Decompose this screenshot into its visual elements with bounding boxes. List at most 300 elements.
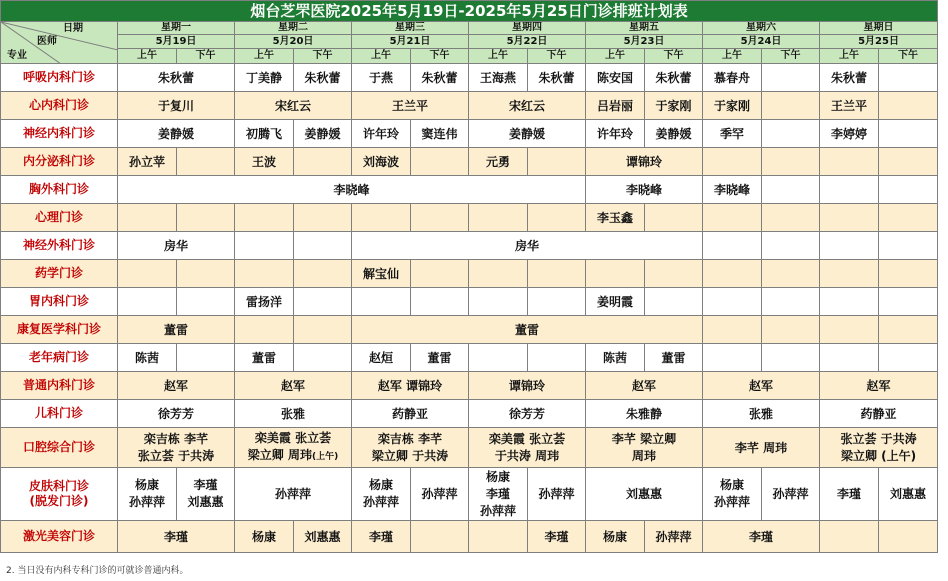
doctor-names: 李瑾 xyxy=(836,487,861,501)
doctor-names: 李瑾 xyxy=(544,529,569,544)
weekday-header: 星期一 xyxy=(118,22,235,35)
schedule-cell xyxy=(469,521,528,553)
doctor-names: 孙萍萍 xyxy=(128,495,165,509)
doctor-names: 孙萍萍 xyxy=(713,495,750,509)
schedule-row xyxy=(1,120,938,148)
schedule-cell xyxy=(294,232,352,260)
department-name: 心理门诊 xyxy=(34,210,83,224)
doctor-names: 朱秋蕾 xyxy=(157,70,194,85)
date-header: 5月25日 xyxy=(820,35,938,49)
doctor-names: 宋红云 xyxy=(508,98,545,113)
department-name: 神经内科门诊 xyxy=(22,126,95,140)
schedule-cell xyxy=(294,204,352,232)
schedule-cell xyxy=(879,232,938,260)
schedule-cell xyxy=(820,316,879,344)
doctor-names: 孙萍萍 xyxy=(655,529,692,544)
doctor-names: 杨康 xyxy=(485,469,510,484)
schedule-cell xyxy=(411,64,469,92)
schedule-row xyxy=(1,428,938,468)
schedule-cell xyxy=(352,372,469,400)
department-label xyxy=(1,232,118,260)
schedule-cell xyxy=(118,120,235,148)
department-name: 胃内科门诊 xyxy=(28,294,89,308)
doctor-names: 李玉鑫 xyxy=(596,210,633,225)
schedule-row xyxy=(1,232,938,260)
doctor-names: 赵军 xyxy=(631,378,656,393)
schedule-cell xyxy=(820,400,938,428)
schedule-cell xyxy=(352,204,411,232)
schedule-cell xyxy=(469,468,528,521)
footer-note: 2. 当日没有内科专科门诊的可就诊普通内科。 xyxy=(6,566,189,576)
doctor-names: 姜静媛 xyxy=(304,126,341,141)
schedule-cell xyxy=(177,260,235,288)
schedule-cell xyxy=(645,92,703,120)
pm-header: 下午 xyxy=(645,49,703,64)
schedule-cell xyxy=(352,232,703,260)
am-header: 上午 xyxy=(469,49,528,64)
department-name: 心内科门诊 xyxy=(28,98,89,112)
schedule-cell xyxy=(235,428,352,468)
schedule-cell xyxy=(820,120,879,148)
schedule-row xyxy=(1,316,938,344)
schedule-cell xyxy=(235,232,294,260)
doctor-names: 李瑾 xyxy=(163,529,188,544)
pm-header: 下午 xyxy=(294,49,352,64)
doctor-names: 赵军 xyxy=(748,378,773,393)
doctor-names: 孙萍萍 xyxy=(538,487,575,501)
department-name: 康复医学科门诊 xyxy=(16,322,101,336)
schedule-cell xyxy=(703,428,820,468)
schedule-cell xyxy=(645,64,703,92)
date-header: 5月23日 xyxy=(586,35,703,49)
department-label xyxy=(1,400,118,428)
schedule-cell xyxy=(118,92,235,120)
doctor-names: 刘海波 xyxy=(362,154,399,169)
schedule-cell xyxy=(762,232,820,260)
schedule-row xyxy=(1,372,938,400)
schedule-row xyxy=(1,400,938,428)
schedule-cell xyxy=(820,148,879,176)
schedule-row xyxy=(1,176,938,204)
schedule-cell xyxy=(703,468,762,521)
schedule-cell xyxy=(118,400,235,428)
schedule-cell xyxy=(645,120,703,148)
schedule-cell xyxy=(586,120,645,148)
corner-date-label: 日期 xyxy=(63,23,83,34)
am-header: 上午 xyxy=(118,49,177,64)
doctor-names: 许年玲 xyxy=(596,126,633,141)
department-label xyxy=(1,92,118,120)
schedule-cell xyxy=(469,148,528,176)
title-row xyxy=(1,1,938,22)
doctor-names: 陈茜 xyxy=(134,350,159,365)
schedule-cell xyxy=(820,204,879,232)
weekday-header: 星期三 xyxy=(352,22,469,35)
doctor-names: 姜静媛 xyxy=(655,126,692,141)
schedule-row xyxy=(1,204,938,232)
department-label xyxy=(1,120,118,148)
schedule-cell xyxy=(235,92,352,120)
schedule-cell xyxy=(352,92,469,120)
schedule-cell xyxy=(235,521,294,553)
schedule-cell xyxy=(352,148,411,176)
am-header: 上午 xyxy=(703,49,762,64)
schedule-cell xyxy=(352,428,469,468)
schedule-cell xyxy=(235,372,352,400)
schedule-cell xyxy=(703,204,762,232)
doctor-names: 陈安国 xyxy=(596,70,633,85)
doctor-names: 梁立卿 (上午) xyxy=(840,448,917,463)
schedule-cell xyxy=(294,148,352,176)
doctor-names: 李芊 梁立卿 xyxy=(611,431,677,446)
department-subname: (脱发门诊) xyxy=(29,494,89,508)
doctor-names: 孙立苹 xyxy=(128,154,165,169)
doctor-names: 孙萍萍 xyxy=(274,487,311,501)
schedule-cell xyxy=(528,344,586,372)
schedule-cell xyxy=(352,521,411,553)
doctor-names: 李瑾 xyxy=(193,478,218,492)
doctor-names: 房华 xyxy=(514,238,539,253)
schedule-row xyxy=(1,148,938,176)
department-label xyxy=(1,148,118,176)
schedule-cell xyxy=(703,316,762,344)
schedule-cell xyxy=(586,428,703,468)
schedule-cell xyxy=(118,204,177,232)
schedule-cell xyxy=(294,260,352,288)
weekday-header: 星期二 xyxy=(235,22,352,35)
doctor-names: 姜静媛 xyxy=(157,126,194,141)
doctor-names: 于复川 xyxy=(157,98,194,113)
schedule-cell xyxy=(177,148,235,176)
schedule-cell xyxy=(469,400,586,428)
department-name: 药学门诊 xyxy=(34,266,83,280)
schedule-cell xyxy=(703,232,762,260)
ampm-header-row xyxy=(1,49,938,64)
am-header: 上午 xyxy=(820,49,879,64)
department-label xyxy=(1,428,118,468)
doctor-names: 刘惠惠 xyxy=(625,487,662,501)
schedule-cell xyxy=(762,468,820,521)
schedule-cell xyxy=(118,468,177,521)
schedule-cell xyxy=(879,468,938,521)
weekday-header: 星期四 xyxy=(469,22,586,35)
doctor-names: 王波 xyxy=(251,154,276,169)
schedule-row xyxy=(1,288,938,316)
department-label xyxy=(1,372,118,400)
schedule-row xyxy=(1,344,938,372)
schedule-cell xyxy=(235,64,294,92)
doctor-names: 张立荟 于共涛 xyxy=(840,431,917,446)
schedule-cell xyxy=(879,344,938,372)
doctor-names: 李瑾 xyxy=(368,529,393,544)
schedule-cell xyxy=(879,148,938,176)
department-label xyxy=(1,344,118,372)
doctor-names: 张立荟 于共涛 xyxy=(137,448,215,463)
doctor-names: 董雷 xyxy=(514,322,539,337)
schedule-row xyxy=(1,64,938,92)
header-corner-cell xyxy=(1,22,118,64)
schedule-cell xyxy=(235,344,294,372)
schedule-cell xyxy=(177,288,235,316)
schedule-cell xyxy=(762,120,820,148)
schedule-cell xyxy=(118,521,235,553)
doctor-names: 李婷婷 xyxy=(830,126,867,141)
schedule-cell xyxy=(235,148,294,176)
doctor-names: 王兰平 xyxy=(830,98,867,113)
schedule-cell xyxy=(528,64,586,92)
doctor-names: 朱秋蕾 xyxy=(538,70,575,85)
schedule-cell xyxy=(879,260,938,288)
doctor-names: 李晓峰 xyxy=(625,182,662,197)
schedule-cell xyxy=(352,316,703,344)
doctor-names: 梁立卿 于共涛 xyxy=(371,448,449,463)
department-label xyxy=(1,260,118,288)
doctor-names: 陈茜 xyxy=(602,350,627,365)
department-label xyxy=(1,288,118,316)
schedule-cell xyxy=(352,288,411,316)
doctor-names: 李晓峰 xyxy=(333,182,370,197)
schedule-cell xyxy=(762,148,820,176)
schedule-cell xyxy=(586,92,645,120)
schedule-row xyxy=(1,521,938,553)
schedule-cell xyxy=(469,428,586,468)
weekday-header: 星期五 xyxy=(586,22,703,35)
doctor-names: 董雷 xyxy=(251,350,276,365)
schedule-cell xyxy=(177,468,235,521)
schedule-cell xyxy=(528,288,586,316)
corner-specialty-label: 专业 xyxy=(7,50,27,61)
schedule-cell xyxy=(762,260,820,288)
doctor-names: 刘惠惠 xyxy=(187,495,224,509)
schedule-cell xyxy=(352,64,411,92)
schedule-cell xyxy=(469,260,528,288)
schedule-cell xyxy=(177,344,235,372)
am-header: 上午 xyxy=(586,49,645,64)
department-name: 内分泌科门诊 xyxy=(22,154,95,168)
doctor-names: 赵军 xyxy=(163,378,188,393)
schedule-cell xyxy=(469,288,528,316)
schedule-cell xyxy=(879,316,938,344)
doctor-names: 朱秋蕾 xyxy=(830,70,867,85)
schedule-cell xyxy=(820,232,879,260)
schedule-cell xyxy=(235,120,294,148)
schedule-cell xyxy=(352,260,411,288)
doctor-names: 朱秋蕾 xyxy=(655,70,692,85)
doctor-names: 杨康 xyxy=(368,478,393,492)
department-name: 神经外科门诊 xyxy=(22,238,95,252)
schedule-cell xyxy=(235,260,294,288)
department-name: 呼吸内科门诊 xyxy=(22,70,95,84)
schedule-cell xyxy=(703,521,820,553)
schedule-cell xyxy=(118,428,235,468)
doctor-names: 徐芳芳 xyxy=(508,406,545,421)
doctor-names: 李瑾 xyxy=(485,486,510,501)
doctor-names: 杨康 xyxy=(719,478,744,492)
schedule-cell xyxy=(294,521,352,553)
schedule-cell xyxy=(118,176,586,204)
schedule-cell xyxy=(469,64,528,92)
doctor-names: 姜明霞 xyxy=(596,294,633,309)
schedule-cell xyxy=(177,204,235,232)
schedule-cell xyxy=(586,400,703,428)
doctor-names: 解宝仙 xyxy=(362,266,399,281)
schedule-cell xyxy=(352,120,411,148)
schedule-cell xyxy=(879,64,938,92)
schedule-cell xyxy=(294,344,352,372)
schedule-cell xyxy=(820,344,879,372)
schedule-cell xyxy=(762,176,820,204)
schedule-cell xyxy=(235,400,352,428)
schedule-cell xyxy=(411,204,469,232)
schedule-cell xyxy=(352,400,469,428)
schedule-cell xyxy=(645,260,703,288)
schedule-cell xyxy=(294,120,352,148)
schedule-cell xyxy=(528,521,586,553)
doctor-names: 赵烜 xyxy=(368,350,393,365)
doctor-names: 慕春舟 xyxy=(713,70,750,85)
schedule-cell xyxy=(469,92,586,120)
doctor-names: 徐芳芳 xyxy=(157,406,194,421)
schedule-cell xyxy=(703,120,762,148)
doctor-names: 孙萍萍 xyxy=(479,503,516,518)
date-header: 5月21日 xyxy=(352,35,469,49)
schedule-cell xyxy=(762,344,820,372)
schedule-cell xyxy=(411,148,469,176)
schedule-cell xyxy=(235,288,294,316)
schedule-cell xyxy=(586,148,703,176)
schedule-cell xyxy=(762,288,820,316)
doctor-names: 窦连伟 xyxy=(421,126,458,141)
doctor-names: 孙萍萍 xyxy=(362,495,399,509)
schedule-cell xyxy=(586,204,645,232)
department-name: 普通内科门诊 xyxy=(22,378,95,392)
department-label xyxy=(1,176,118,204)
schedule-cell xyxy=(703,288,762,316)
schedule-cell xyxy=(528,468,586,521)
schedule-cell xyxy=(645,204,703,232)
schedule-cell xyxy=(469,372,586,400)
doctor-names: 雷扬洋 xyxy=(245,294,282,309)
doctor-names: 吕岩丽 xyxy=(596,98,633,113)
doctor-names: 刘惠惠 xyxy=(304,529,341,544)
department-name: 皮肤科门诊 xyxy=(28,479,89,493)
schedule-cell xyxy=(879,92,938,120)
weekday-header: 星期六 xyxy=(703,22,820,35)
schedule-cell xyxy=(235,468,352,521)
doctor-names: 王海燕 xyxy=(479,70,516,85)
schedule-cell xyxy=(762,316,820,344)
schedule-cell xyxy=(118,372,235,400)
schedule-cell xyxy=(586,260,645,288)
schedule-cell xyxy=(879,120,938,148)
department-name: 儿科门诊 xyxy=(34,406,83,420)
doctor-names: 董雷 xyxy=(427,350,452,365)
department-name: 激光美容门诊 xyxy=(22,529,95,543)
doctor-names: 李瑾 xyxy=(748,529,773,544)
schedule-cell xyxy=(235,204,294,232)
schedule-cell xyxy=(645,344,703,372)
doctor-names: 朱秋蕾 xyxy=(421,70,458,85)
schedule-cell xyxy=(879,521,938,553)
doctor-names: 李晓峰 xyxy=(713,182,750,197)
date-header-row xyxy=(1,35,938,49)
pm-header: 下午 xyxy=(411,49,469,64)
schedule-cell xyxy=(469,204,528,232)
doctor-names: 刘惠惠 xyxy=(890,487,927,501)
doctor-names: 周玮 xyxy=(631,448,656,463)
department-label xyxy=(1,204,118,232)
department-name: 胸外科门诊 xyxy=(28,182,89,196)
doctor-names: 王兰平 xyxy=(391,98,428,113)
schedule-cell xyxy=(352,468,411,521)
schedule-cell xyxy=(118,344,177,372)
session-note: (上午) xyxy=(311,451,339,462)
department-label xyxy=(1,468,118,521)
schedule-cell xyxy=(528,260,586,288)
schedule-cell xyxy=(586,64,645,92)
doctor-names: 栾吉栋 李芊 xyxy=(377,431,443,446)
doctor-names: 杨康 xyxy=(251,529,276,544)
date-header: 5月19日 xyxy=(118,35,235,49)
corner-doctor-label: 医师 xyxy=(37,36,57,47)
doctor-names: 栾美霞 张立荟 xyxy=(254,430,332,445)
page-title: 烟台芝罘医院2025年5月19日-2025年5月25日门诊排班计划表 xyxy=(1,1,938,22)
doctor-names: 朱秋蕾 xyxy=(304,70,341,85)
doctor-names: 孙萍萍 xyxy=(421,487,458,501)
schedule-cell xyxy=(294,316,352,344)
doctor-names: 董雷 xyxy=(661,350,686,365)
schedule-cell xyxy=(586,468,703,521)
schedule-cell xyxy=(118,148,177,176)
schedule-cell xyxy=(118,232,235,260)
am-header: 上午 xyxy=(235,49,294,64)
schedule-cell xyxy=(118,260,177,288)
schedule-cell xyxy=(586,521,645,553)
doctor-names: 房华 xyxy=(163,238,188,253)
schedule-cell xyxy=(469,120,586,148)
date-header: 5月20日 xyxy=(235,35,352,49)
doctor-names: 于家刚 xyxy=(655,98,692,113)
schedule-cell xyxy=(118,316,235,344)
doctor-names: 于家刚 xyxy=(713,98,750,113)
pm-header: 下午 xyxy=(177,49,235,64)
am-header: 上午 xyxy=(352,49,411,64)
schedule-cell xyxy=(411,260,469,288)
schedule-cell xyxy=(820,428,938,468)
schedule-cell xyxy=(879,288,938,316)
doctor-names: 杨康 xyxy=(602,529,627,544)
doctor-names: 赵军 xyxy=(866,378,891,393)
doctor-names: 初腾飞 xyxy=(245,126,282,141)
doctor-names: 谭锦玲 xyxy=(508,378,545,393)
schedule-cell xyxy=(411,344,469,372)
schedule-cell xyxy=(645,288,703,316)
doctor-names: 栾吉栋 李芊 xyxy=(143,431,209,446)
date-header: 5月24日 xyxy=(703,35,820,49)
department-name: 口腔综合门诊 xyxy=(22,440,95,454)
schedule-cell xyxy=(411,120,469,148)
doctor-names: 药静亚 xyxy=(860,406,897,421)
schedule-cell xyxy=(528,204,586,232)
schedule-cell xyxy=(703,372,820,400)
date-header: 5月22日 xyxy=(469,35,586,49)
schedule-cell xyxy=(879,176,938,204)
schedule-cell xyxy=(762,64,820,92)
schedule-cell xyxy=(118,64,235,92)
schedule-cell xyxy=(703,176,762,204)
doctor-names: 许年玲 xyxy=(362,126,399,141)
schedule-cell xyxy=(879,204,938,232)
